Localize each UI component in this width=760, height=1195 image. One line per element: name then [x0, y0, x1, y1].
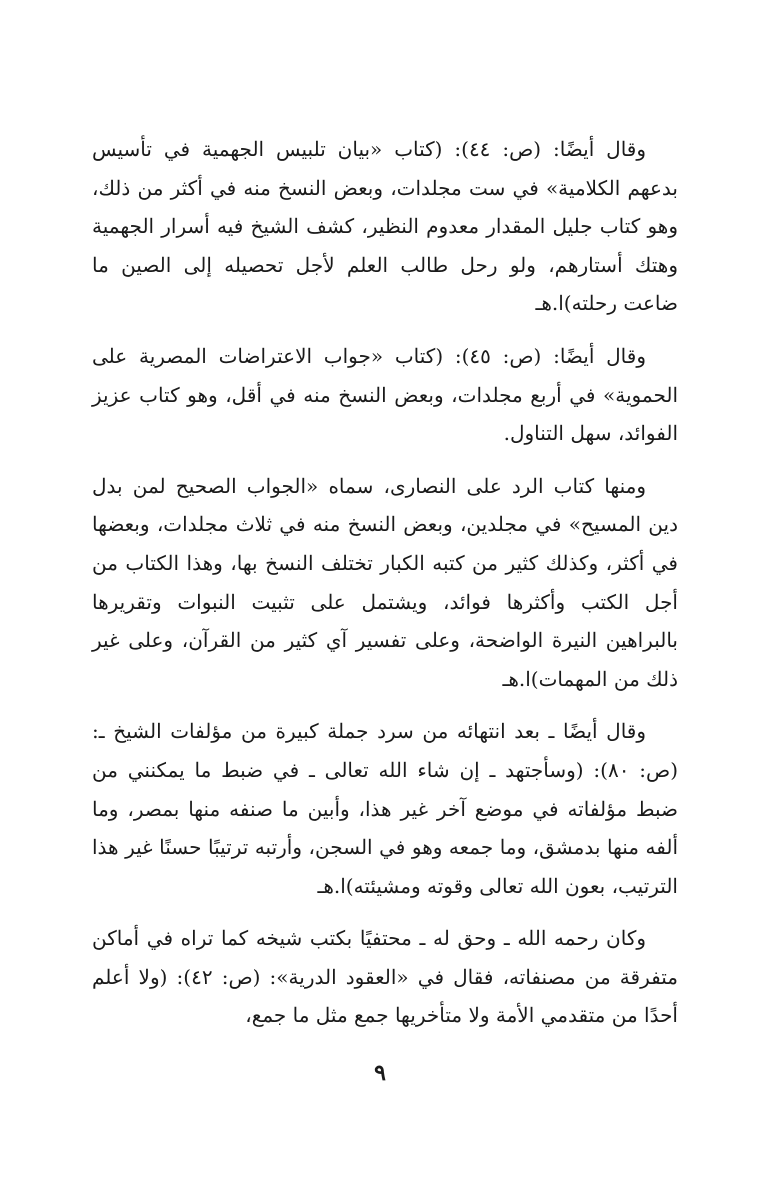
- paragraph-2: وقال أيضًا: (ص: ٤٥): (كتاب «جواب الاعتراضات المصرية على الحموية» في أربع مجلدات، وبعض النسخ منه في أقل، وهو كتاب عزيز الفوائد، سهل التناول.: [92, 343, 678, 446]
- page-number: ٩: [374, 1060, 386, 1086]
- body-text: [92, 130, 678, 1049]
- paragraph-5: وكان رحمه الله ـ وحق له ـ محتفيًا بكتب شيخه كما تراه في أماكن متفرقة من مصنفاته، فقال في «العقود الدرية»: (ص: ٤٢): (ولا أعلم أحدًا من متقدمي الأمة ولا متأخريها جمع مثل ما جمع،: [92, 926, 678, 1028]
- paragraph-1: وقال أيضًا: (ص: ٤٤): (كتاب «بيان تلبيس الجهمية في تأسيس بدعهم الكلامية» في ست مجلدات، وبعض النسخ منه في أكثر من ذلك، وهو كتاب جليل المقدار معدوم النظير، كشف الشيخ فيه أسرار الجهمية وهتك أستارهم، ولو رحل طالب العلم لأجل تحصيله إلى الصين ما ضاعت رحلته)ا.هـ: [92, 137, 678, 316]
- paragraph-3: ومنها كتاب الرد على النصارى، سماه «الجواب الصحيح لمن بدل دين المسيح» في مجلدين، وبعض النسخ منه في ثلاث مجلدات، وبعضها في أكثر، وكذلك كثير من كتبه الكبار تختلف النسخ بها، وهذا الكتاب من أجل الكتب وأكثرها فوائد، ويشتمل على تثبيت النبوات وتقريرها بالبراهين النيرة الواضحة، وعلى تفسير آي كثير من القرآن، وعلى غير ذلك من المهمات)ا.هـ: [92, 473, 678, 691]
- paragraph-4: وقال أيضًا ـ بعد انتهائه من سرد جملة كبيرة من مؤلفات الشيخ ـ: (ص: ٨٠): (وسأجتهد ـ إن شاء الله تعالى ـ في ضبط ما يمكنني من ضبط مؤلفاته في موضع آخر غير هذا، وأبين ما صنفه منها بمصر، وما ألفه منها بدمشق، وما جمعه وهو في السجن، وأرتبه ترتيبًا حسنًا غير هذا الترتيب، بعون الله تعالى وقوته ومشيئته)ا.هـ: [92, 719, 679, 898]
